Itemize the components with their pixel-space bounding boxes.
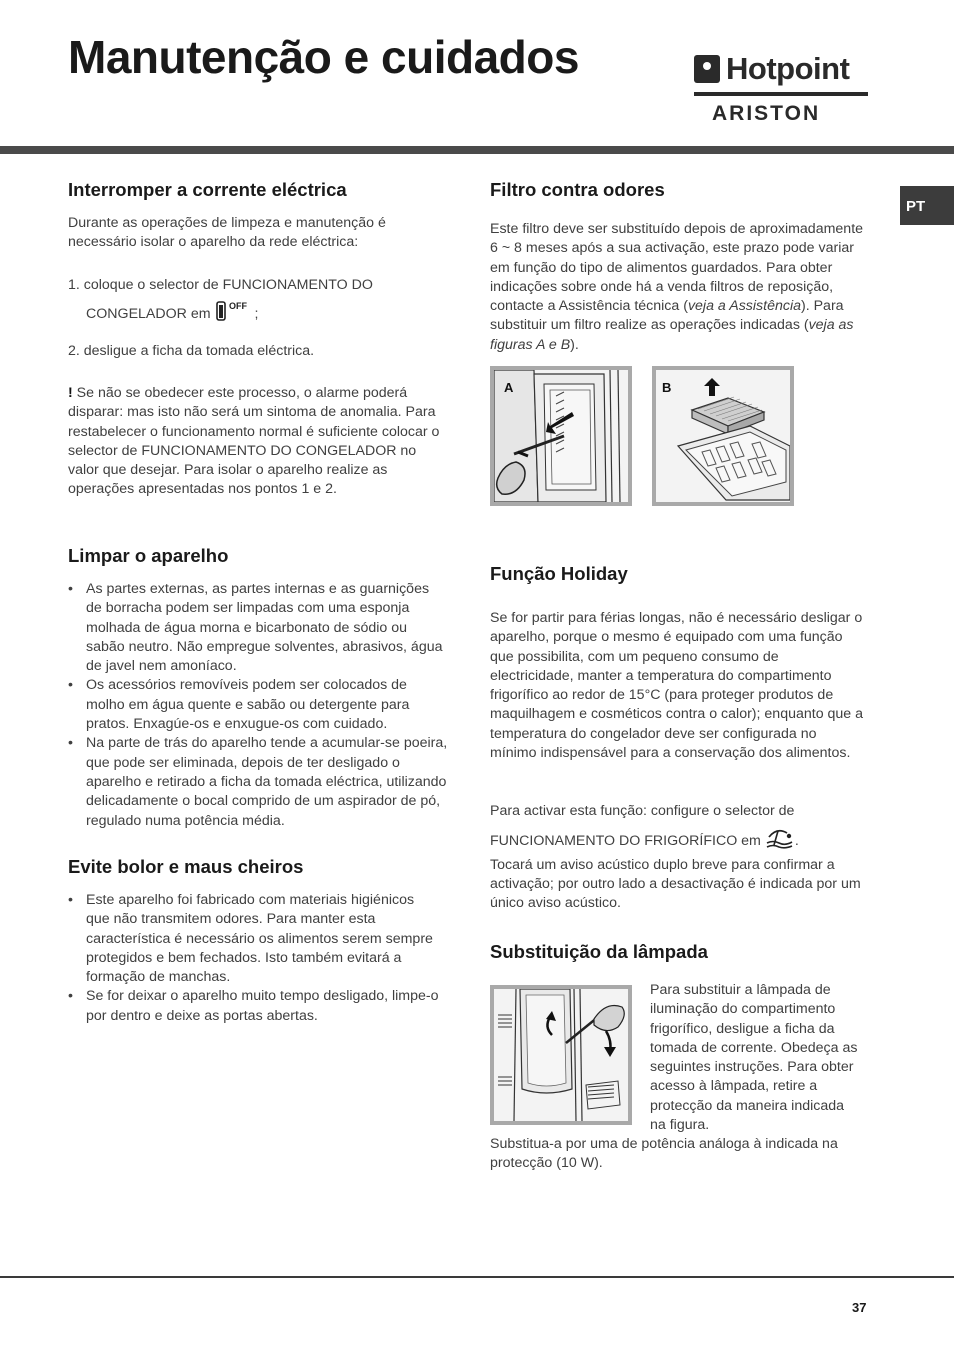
- lamp-text-2: Substitua-a por uma de potência análoga à indicada na protecção (10 W).: [490, 1136, 838, 1172]
- list-item: • Os acessórios removíveis podem ser colocados de molho em água quente e sabão ou detergente para pratos. Enxagúe-os e enxugue-os com cuidado.: [68, 676, 448, 734]
- holiday-text-3: Tocará um aviso acústico duplo breve para confirmar a activação; por outro lado a desactivação é indicada por um único aviso acústico.: [490, 856, 861, 912]
- holiday-text-2: [490, 802, 866, 913]
- power-step-1-line-2: [68, 300, 448, 328]
- footer-rule: [0, 1276, 954, 1278]
- power-step-1-text: CONGELADOR em: [86, 306, 211, 323]
- figure-b-filter-replacement: [652, 366, 794, 506]
- warning-mark: !: [68, 385, 73, 401]
- warning-text: Se não se obedecer este processo, o alarme poderá disparar: mas isto não será um sintoma de anomalia. Para restabelecer o funcionamento normal é suficiente colocar o selector de FUNCIONAMENTO DO CONGELADOR no valor que desejar. Para isolar o aparelho realize as operações apresentadas nos pontos 1 e 2.: [68, 385, 440, 498]
- hotpoint-logo-icon: [694, 55, 720, 83]
- cleaning-list: [68, 580, 448, 831]
- freezer-off-icon: [215, 300, 251, 328]
- holiday-activate-text: FUNCIONAMENTO DO FRIGORÍFICO em: [490, 833, 761, 850]
- mould-list: [68, 891, 440, 1026]
- list-item: • As partes externas, as partes internas e as guarnições de borracha podem ser limpadas com uma esponja molhada de água morna e bicarbonato de sódio ou sabão neutro. Não empregue solventes, abrasivos, água de javel nem amoníaco.: [68, 580, 448, 676]
- power-intro: Durante as operações de limpeza e manutenção é necessário isolar o aparelho da rede eléctrica:: [68, 215, 386, 251]
- list-item: • Se for deixar o aparelho muito tempo desligado, limpe-o por dentro e deixe as portas abertas.: [68, 987, 440, 1026]
- page-number: 37: [852, 1300, 867, 1315]
- lamp-text-1: Para substituir a lâmpada de iluminação do compartimento frigorífico, desligue a ficha da tomada de corrente. Obedeça as seguintes instruções. Para obter acesso à lâmpada, retire a protecção da maneira indicada na figura.: [650, 982, 858, 1134]
- figure-a-filter-removal: [490, 366, 632, 506]
- section-title-lamp: Substituição da lâmpada: [490, 941, 708, 962]
- holiday-beach-icon: [765, 827, 795, 855]
- power-step-1-end: ;: [254, 306, 259, 323]
- logo-brand-name: Hotpoint: [726, 51, 850, 86]
- page-title: Manutenção e cuidados: [68, 31, 579, 83]
- power-warning: [68, 384, 440, 500]
- filter-replacement-illustration: [656, 370, 790, 502]
- holiday-activate-line-2: [490, 827, 866, 855]
- lamp-cover-illustration: [494, 989, 628, 1121]
- list-item: • Este aparelho foi fabricado com materiais higiénicos que não transmitem odores. Para manter esta característica é necessário os alimentos serem sempre protegidos e bem fechados. Isto também evitará a formação de manchas.: [68, 891, 440, 987]
- figure-a-label: A: [504, 380, 514, 395]
- header-rule: [0, 146, 954, 154]
- holiday-activate-end: .: [794, 833, 799, 850]
- holiday-text-1: Se for partir para férias longas, não é necessário desligar o aparelho, porque o mesmo é equipado com uma função que possibilita, com um pequeno consumo de electricidade, manter a temperatura do compartimento frigorífico ao redor de 15°C (para proteger produtos de maquilhagem e cosméticos contra o calor); enquanto que a temperatura do congelador deve ser configurada no mínimo indispensável para a conservação dos alimentos.: [490, 610, 864, 762]
- section-title-power: Interromper a corrente eléctrica: [68, 179, 347, 200]
- power-step-2: 2. desligue a ficha da tomada eléctrica.: [68, 343, 315, 359]
- logo-divider: [694, 92, 868, 96]
- section-title-mould: Evite bolor e maus cheiros: [68, 856, 304, 877]
- section-title-cleaning: Limpar o aparelho: [68, 545, 229, 566]
- filter-removal-illustration: [494, 370, 628, 502]
- power-step-1-line-1: 1. coloque o selector de FUNCIONAMENTO DO: [68, 277, 373, 293]
- language-tab: PT: [900, 186, 954, 225]
- power-step-1: [68, 276, 448, 329]
- holiday-activate-line-1: Para activar esta função: configure o selector de: [490, 803, 795, 819]
- hotpoint-ariston-logo: [694, 52, 868, 124]
- section-title-odour-filter: Filtro contra odores: [490, 179, 665, 200]
- figure-b-label: B: [662, 380, 672, 395]
- odour-filter-text: Este filtro deve ser substituído depois de aproximadamente 6 ~ 8 meses após a sua activação, este prazo pode variar em função do tipo de alimentos guardados. Para obter indicações sobre onde há a venda filtros de reposição, contacte a Assistência técnica (veja a Assistência). Para substituir um filtro realize as operações indicadas (veja as figuras A e B).: [490, 221, 864, 353]
- figure-lamp-cover-removal: [490, 985, 632, 1125]
- off-icon-text: OFF: [228, 301, 247, 312]
- section-title-holiday: Função Holiday: [490, 563, 628, 584]
- logo-sub-brand: ARISTON: [712, 102, 821, 125]
- list-item: • Na parte de trás do aparelho tende a acumular-se poeira, que pode ser eliminada, depois de ter desligado o aparelho e retirado a ficha da tomada eléctrica, utilizando delicadamente o bocal comprido de um aspirador de pó, regulado numa potência média.: [68, 734, 448, 830]
